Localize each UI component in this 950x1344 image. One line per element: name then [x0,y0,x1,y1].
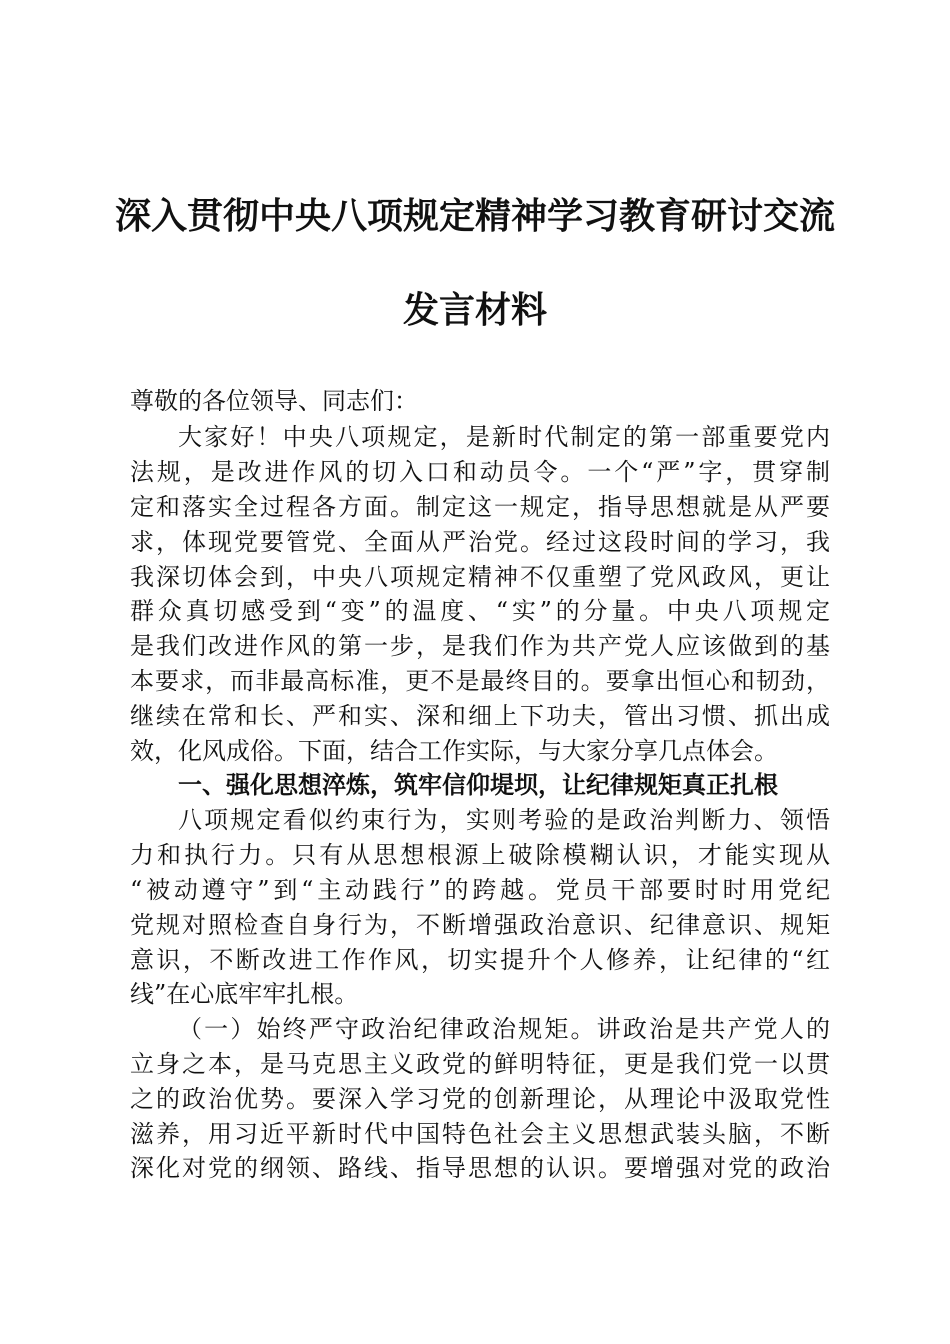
paragraph-line: 八项规定看似约束行为，实则考验的是政治判断力、领悟 [178,806,830,834]
section-heading: 一、强化思想淬炼，筑牢信仰堤坝，让纪律规矩真正扎根 [178,770,778,799]
salutation: 尊敬的各位领导、同志们： [130,387,418,415]
paragraph-line: 定和落实全过程各方面。制定这一规定，指导思想就是从严要 [130,493,830,521]
paragraph-line: 群众真切感受到“变”的温度、“实”的分量。中央八项规定 [130,597,830,625]
paragraph-line: 力和执行力。只有从思想根源上破除模糊认识，才能实现从 [130,841,830,869]
paragraph-line: 法规，是改进作风的切入口和动员令。一个“严”字，贯穿制 [130,458,830,486]
paragraph-line: 线”在心底牢牢扎根。 [130,980,359,1008]
document-title-line-2: 发言材料 [402,289,547,331]
paragraph-line: 求，体现党要管党、全面从严治党。经过这段时间的学习，我 [130,528,830,556]
paragraph-line: 效，化风成俗。下面，结合工作实际，与大家分享几点体会。 [130,737,778,765]
paragraph-line: 继续在常和长、严和实、深和细上下功夫，管出习惯、抓出成 [130,702,830,730]
paragraph-line: 深化对党的纲领、路线、指导思想的认识。要增强对党的政治 [130,1154,830,1182]
paragraph-line: 滋养，用习近平新时代中国特色社会主义思想武装头脑，不断 [130,1120,830,1148]
document-title-line-1: 深入贯彻中央八项规定精神学习教育研讨交流 [114,195,835,237]
paragraph-line: 之的政治优势。要深入学习党的创新理论，从理论中汲取党性 [130,1085,830,1113]
paragraph-line: 我深切体会到，中央八项规定精神不仅重塑了党风政风，更让 [130,563,830,591]
paragraph-line: 意识，不断改进工作作风，切实提升个人修养，让纪律的“红 [130,946,830,974]
paragraph-line: 立身之本，是马克思主义政党的鲜明特征，更是我们党一以贯 [130,1050,830,1078]
paragraph-line: 党规对照检查自身行为，不断增强政治意识、纪律意识、规矩 [130,911,830,939]
paragraph-line: “被动遵守”到“主动践行”的跨越。党员干部要时时用党纪 [130,876,830,904]
subsection-line: （一）始终严守政治纪律政治规矩。讲政治是共产党人的 [178,1015,830,1043]
paragraph-line: 本要求，而非最高标准，更不是最终目的。要拿出恒心和韧劲， [130,667,830,695]
paragraph-line: 是我们改进作风的第一步，是我们作为共产党人应该做到的基 [130,632,830,660]
paragraph-line: 大家好！中央八项规定，是新时代制定的第一部重要党内 [178,423,830,451]
